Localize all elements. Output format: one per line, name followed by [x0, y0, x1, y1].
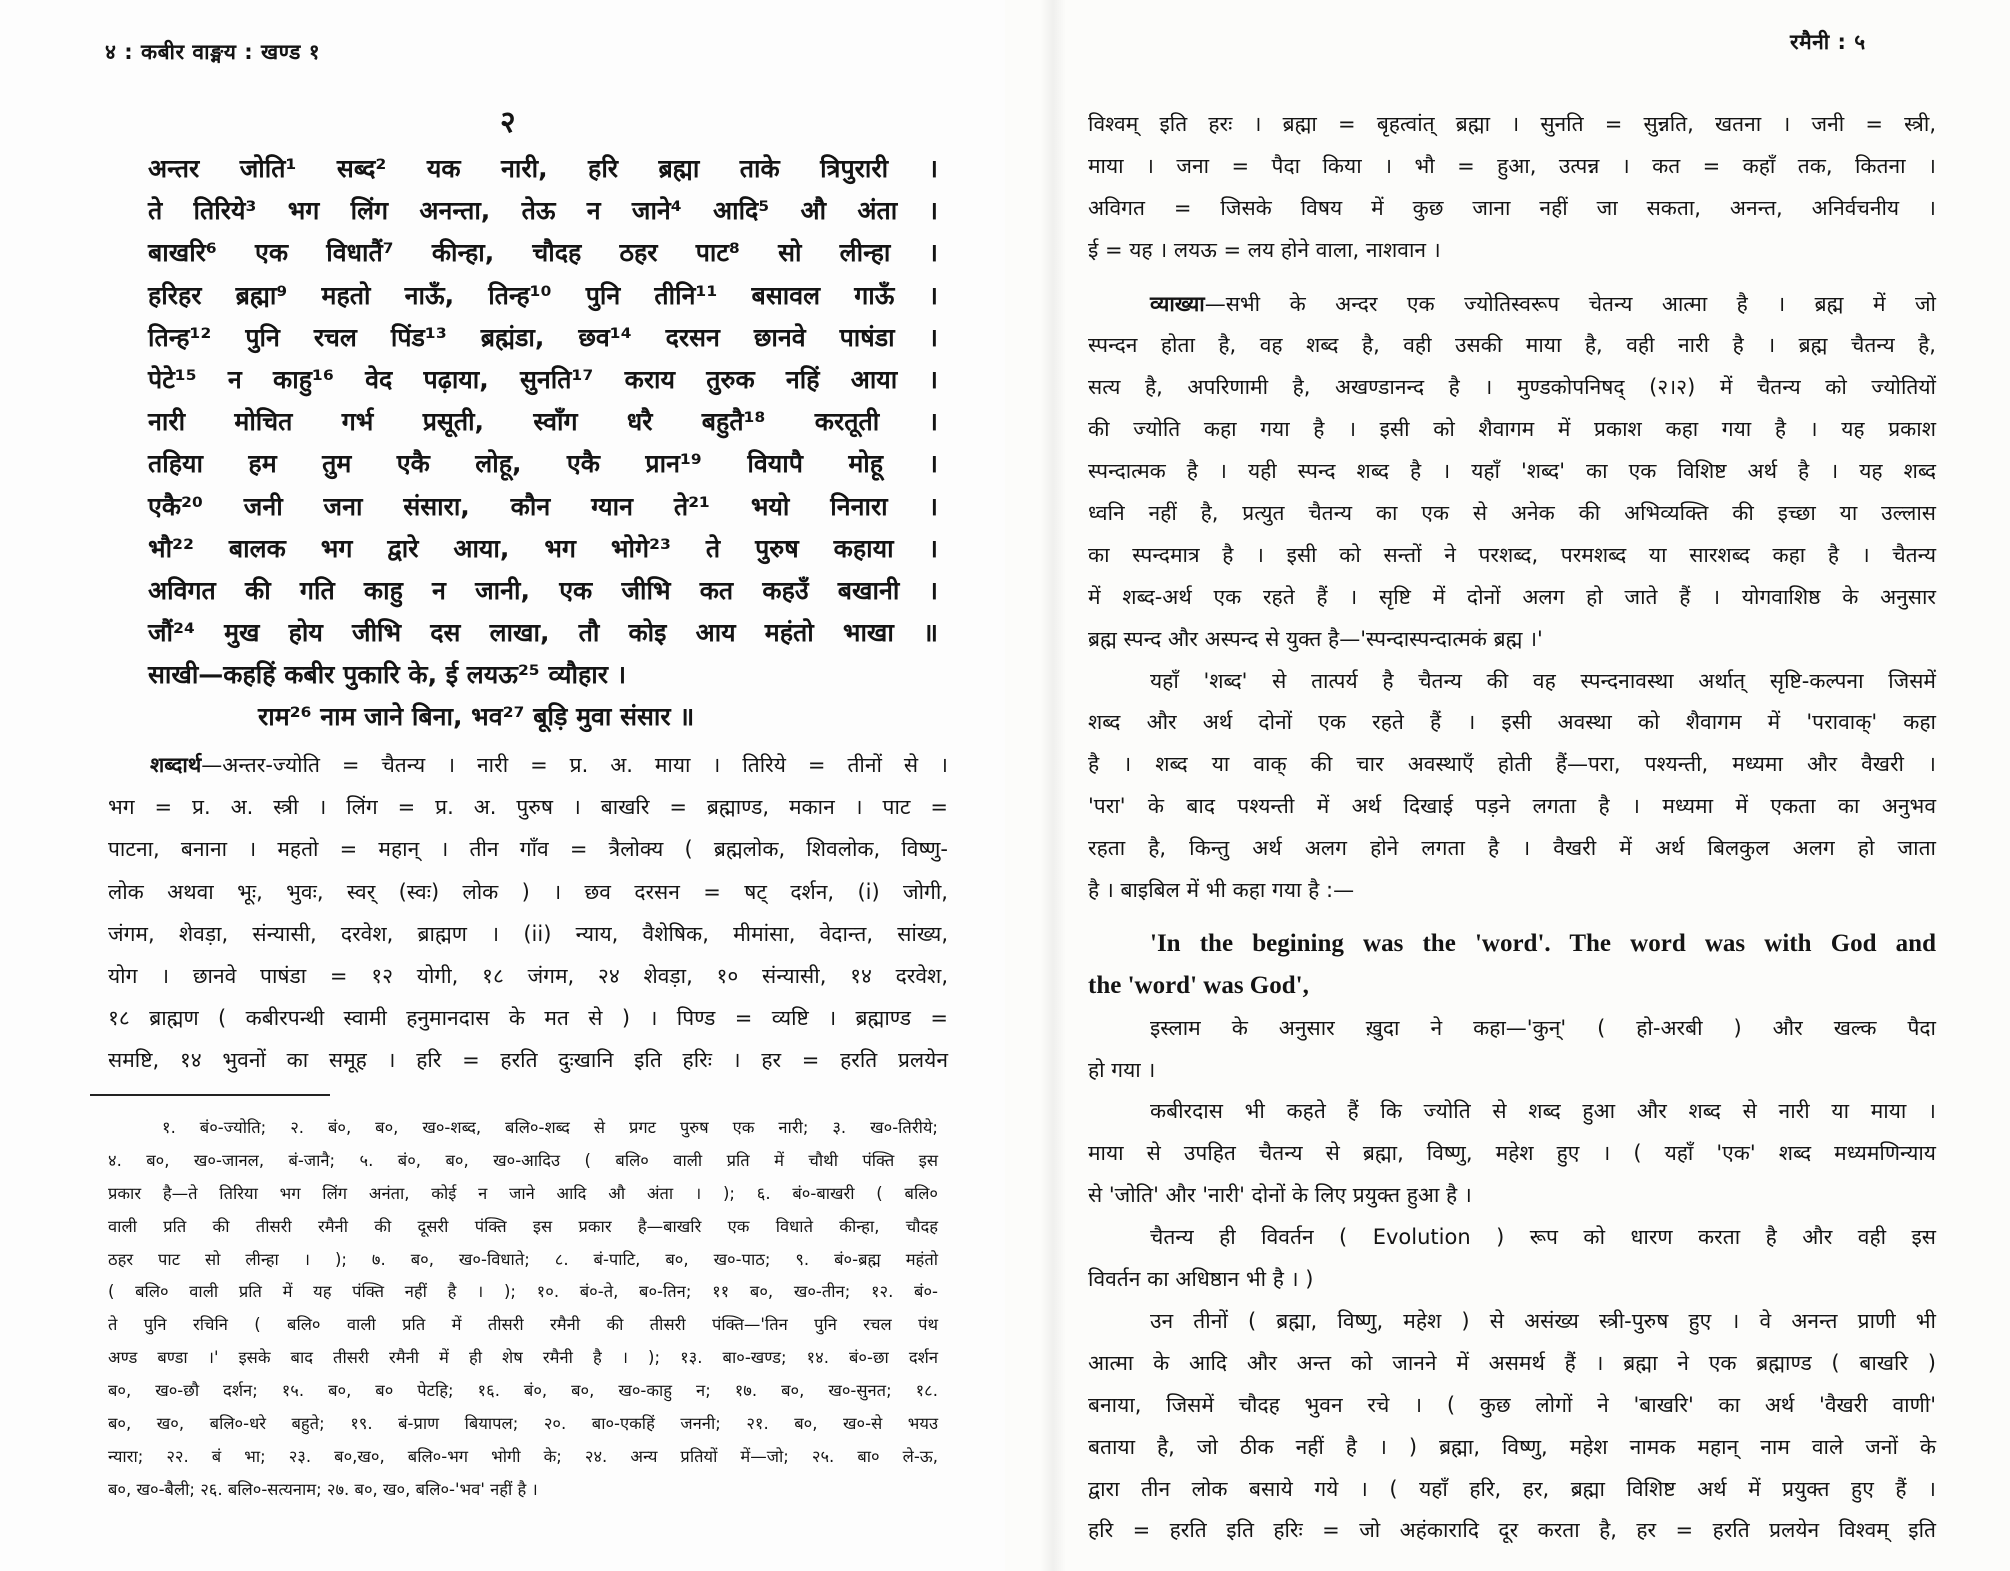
word-meanings: [108, 744, 948, 1082]
verse-line: बाखरि⁶ एक विधातैं⁷ कीन्हा, चौदह ठहर पाट⁸ सो लीन्हा ।: [148, 238, 938, 268]
paragraph-line: चैतन्य ही विवर्तन ( Evolution ) रूप को धारण करता है और वही इस: [1150, 1225, 1936, 1250]
commentary-line: का स्पन्दमात्र है । इसी को सन्तों ने परशब्द, परमशब्द या सारशब्द कहा है । चैतन्य: [1088, 542, 1936, 567]
right-running-head: रमैनी : ५: [1790, 30, 1866, 54]
paragraph-line: है । बाइबिल में भी कहा गया है :—: [1088, 878, 1355, 903]
paragraph-line: माया से उपहित चैतन्य से ब्रह्मा, विष्णु, महेश हुए । ( यहाँ 'एक' शब्द मध्यमणिन्याय: [1088, 1141, 1936, 1166]
commentary-line: ब्रह्म स्पन्द और अस्पन्द से युक्त है—'स्पन्दास्पन्दात्मकं ब्रह्म ।': [1088, 626, 1543, 651]
footnote-divider: [90, 1094, 330, 1096]
commentary-line: स्पन्दात्मक है । यही स्पन्द शब्द है । यहाँ 'शब्द' का एक विशिष्ट अर्थ है । यह शब्द: [1088, 459, 1936, 484]
commentary-line: में शब्द-अर्थ एक रहते हैं । सृष्टि में दोनों अलग हो जाते हैं । योगवाशिष्ठ के अनुसार: [1088, 584, 1936, 609]
paragraph-line: कबीरदास भी कहते हैं कि ज्योति से शब्द हुआ और शब्द से नारी या माया ।: [1150, 1099, 1936, 1124]
footnote-line: न्यारा; २२. बं भा; २३. ब०,ख०, बलि०-भग भोगी के; २४. अन्य प्रतियों में—जो; २५. बा० ले-ऊ,: [108, 1446, 938, 1466]
footnotes: [108, 1112, 938, 1507]
verse-line: तहिया हम तुम एकै लोहू, एकै प्रान¹⁹ वियापै मोहू ।: [148, 449, 938, 479]
paragraph-line: 'परा' के बाद पश्यन्ती में अर्थ दिखाई पड़ने लगता है । मध्यमा में एकता का अनुभव: [1088, 794, 1936, 819]
meaning-line: [108, 744, 948, 786]
paragraph-line: हरि = हरति इति हरिः = जो अहंकारादि दूर करता है, हर = हरति प्रलयेन विश्वम् इति: [1088, 1518, 1936, 1543]
verse-line: अविगत की गति काहु न जानी, एक जीभि कत कहउँ बखानी ।: [148, 575, 938, 605]
footnote-line: अण्ड बण्डा ।' इसके बाद तीसरी रमैनी में ही शेष रमैनी है । ); १३. बा०-खण्ड; १४. बं०-छा दर्शन: [108, 1348, 938, 1368]
meaning-line: विश्वम् इति हरः । ब्रह्मा = बृहत्वांत् ब्रह्मा । सुनति = सुन्नति, खतना । जनी = स्त्री,: [1088, 112, 1936, 136]
footnote-line: १. बं०-ज्योति; २. बं०, ब०, ख०-शब्द, बलि०-शब्द से प्रगट पुरुष एक नारी; ३. ख०-तिरीये;: [162, 1118, 938, 1137]
verse-line: अन्तर जोति¹ सब्द² यक नारी, हरि ब्रह्मा ताके त्रिपुरारी ।: [148, 154, 938, 183]
left-running-head: ४ : कबीर वाङ्मय : खण्ड १: [105, 40, 321, 64]
commentary-heading: व्याख्या: [1150, 291, 1205, 316]
meaning-line: समष्टि, १४ भुवनों का समूह । हरि = हरति दुःखानि इति हरिः । हर = हरति प्रलयेन: [108, 1048, 948, 1073]
meaning-line: पाटना, बनाना । महतो = महान् । तीन गाँव = त्रैलोक्य ( ब्रह्मलोक, शिवलोक, विष्णु-: [108, 837, 948, 862]
bible-quote-line: the 'word' was God',: [1088, 971, 1309, 999]
paragraph-line: बताया है, जो ठीक नहीं है । ) ब्रह्मा, विष्णु, महेश नामक महान् नाम वाले जनों के: [1088, 1434, 1936, 1459]
verse-line: भौ²² बालक भग द्वारे आया, भग भोगे²³ ते पुरुष कहाया ।: [148, 533, 938, 563]
verse-line: ते तिरिये³ भग लिंग अनन्ता, तेऊ न जाने⁴ आदि⁵ औ अंता ।: [148, 196, 938, 226]
paragraph-line: इस्लाम के अनुसार ख़ुदा ने कहा—'कुन्' ( हो-अरबी ) और खल्क पैदा: [1150, 1015, 1936, 1040]
commentary-line: ध्वनि नहीं है, प्रत्युत चैतन्य का एक से अनेक की अभिव्यक्ति की इच्छा या उल्लास: [1088, 501, 1936, 526]
sakhi-line: राम²⁶ नाम जाने बिना, भव²⁷ बूड़ि मुवा संसार ॥: [258, 702, 695, 732]
commentary-line: की ज्योति कहा गया है । इसी को शैवागम में प्रकाश कहा गया है । यह प्रकाश: [1088, 417, 1936, 442]
paragraph-line: रहता है, किन्तु अर्थ अलग होने लगता है । वैखरी में अर्थ बिलकुल अलग हो जाता: [1088, 836, 1936, 861]
paragraph-line: द्वारा तीन लोक बसाये गये । ( यहाँ हरि, हर, ब्रह्मा विशिष्ट अर्थ में प्रयुक्त हुए हैं ।: [1088, 1476, 1936, 1501]
paragraph-line: उन तीनों ( ब्रह्मा, विष्णु, महेश ) से असंख्य स्त्री-पुरुष हुए । वे अनन्त प्राणी भी: [1150, 1308, 1936, 1333]
verse-line: नारी मोचित गर्भ प्रसूती, स्वाँग धरै बहुतै¹⁸ करतूती ।: [148, 407, 938, 437]
meaning-line: योग । छानवे पाषंडा = १२ योगी, १८ जंगम, २४ शेवड़ा, १० संन्यासी, १४ दरवेश,: [108, 963, 948, 988]
footnote-line: ( बलि० वाली प्रति में यह पंक्ति नहीं है । ); १०. बं०-ते, ब०-तिन; ११ ब०, ख०-तीन; १२. बं०-: [108, 1282, 938, 1302]
paragraph-line: आत्मा के आदि और अन्त को जानने में असमर्थ हैं । ब्रह्मा ने एक ब्रह्माण्ड ( बाखरि ): [1088, 1350, 1936, 1375]
meaning-text: —अन्तर-ज्योति = चैतन्य । नारी = प्र. अ. माया । तिरिये = तीनों से ।: [201, 753, 948, 777]
commentary-line: [1088, 283, 1936, 325]
meaning-line: ई = यह । लयऊ = लय होने वाला, नाशवान ।: [1088, 237, 1441, 262]
verse-line: तिन्ह¹² पुनि रचल पिंड¹³ ब्रह्मंडा, छव¹⁴ दरसन छानवे पाषंडा ।: [148, 322, 938, 352]
footnote-line: ठहर पाट सो लीन्हा । ); ७. ब०, ख०-विधाते; ८. बं-पाटि, ब०, ख०-पाठ; ९. बं०-ब्रह्म महंतो: [108, 1249, 938, 1269]
spacer: [1088, 911, 1936, 923]
footnote-line: ब०, ख०-छौ दर्शन; १५. ब०, ब० पेटहि; १६. बं०, ब०, ख०-काहु न; १७. ब०, ख०-सुनत; १८.: [108, 1381, 938, 1401]
meaning-line: भग = प्र. अ. स्त्री । लिंग = प्र. अ. पुरुष । बाखरि = ब्रह्माण्ड, मकान । पाट =: [108, 795, 948, 820]
commentary-line: स्पन्दन होता है, वह शब्द है, वही उसकी माया है, वही नारी है । ब्रह्म चैतन्य है,: [1088, 333, 1936, 358]
verse-line: जौं²⁴ मुख होय जीभि दस लाखा, तौ कोइ आय महंतो भाखा ॥: [148, 618, 938, 648]
paragraph-line: शब्द और अर्थ दोनों एक रहते हैं । इसी अवस्था को शैवागम में 'परावाक्' कहा: [1088, 710, 1936, 735]
sakhi-line: साखी—कहहिं कबीर पुकारि के, ई लयऊ²⁵ व्यौहार ।: [148, 660, 627, 690]
verse-line: पेटे¹⁵ न काहु¹⁶ वेद पढ़ाया, सुनति¹⁷ कराय तुरुक नहिं आया ।: [148, 364, 938, 394]
commentary-line: सत्य है, अपरिणामी है, अखण्डानन्द है । मुण्डकोपनिषद् (२।२) में चैतन्य को ज्योतियों: [1088, 375, 1936, 400]
ramaini-number: २: [500, 105, 516, 140]
footnote-line: ब०, ख०-बैली; २६. बलि०-सत्यनाम; २७. ब०, ख०, बलि०-'भव' नहीं है ।: [108, 1479, 538, 1499]
paragraph-line: हो गया ।: [1088, 1057, 1156, 1082]
right-page-body: [1088, 103, 1936, 1551]
paragraph-line: से 'जोति' और 'नारी' दोनों के लिए प्रयुक्त हुआ है ।: [1088, 1183, 1472, 1208]
bible-quote-line: 'In the begining was the 'word'. The word was with God and: [1150, 929, 1936, 957]
verse-line: एकै²⁰ जनी जना संसारा, कौन ग्यान ते²¹ भयो निनारा ।: [148, 491, 938, 521]
footnote-line: ब०, ख०, बलि०-धरे बहुते; १९. बं-प्राण बियापल; २०. बा०-एकहिं जननी; २१. ब०, ख०-से भयउ: [108, 1414, 938, 1434]
paragraph-line: विवर्तन का अधिष्ठान भी है । ): [1088, 1267, 1314, 1292]
paragraph-line: है । शब्द या वाक् की चार अवस्थाएँ होती हैं—परा, पश्यन्ती, मध्यमा और वैखरी ।: [1088, 752, 1936, 777]
footnote-line: प्रकार है—ते तिरिया भग लिंग अनंता, कोई न जाने आदि औ अंता । ); ६. बं०-बाखरी ( बलि०: [108, 1183, 938, 1203]
page-gutter: [1040, 0, 1066, 1571]
meaning-line: लोक अथवा भूः, भुवः, स्वर् (स्वः) लोक ) । छव दरसन = षट् दर्शन, (i) जोगी,: [108, 879, 948, 904]
verse-line: हरिहर ब्रह्मा⁹ महतो नाऊँ, तिन्ह¹⁰ पुनि तीनि¹¹ बसावल गाऊँ ।: [148, 280, 938, 310]
spacer: [1088, 271, 1936, 283]
meaning-heading: शब्दार्थ: [150, 753, 202, 777]
meaning-line: १८ ब्राह्मण ( कबीरपन्थी स्वामी हनुमानदास के मत से ) । पिण्ड = व्यष्टि । ब्रह्माण्ड =: [108, 1006, 948, 1031]
footnote-line: वाली प्रति की तीसरी रमैनी की दूसरी पंक्ति इस प्रकार है—बाखरि एक विधाते कीन्हा, चौदह: [108, 1216, 938, 1236]
footnote-line: ते पुनि रचिनि ( बलि० वाली प्रति में तीसरी रमैनी की तीसरी पंक्ति—'तिन पुनि रचल पंथ: [108, 1315, 938, 1335]
commentary-text: —सभी के अन्दर एक ज्योतिस्वरूप चेतन्य आत्मा है । ब्रह्म में जो: [1204, 291, 1936, 316]
meaning-line: अविगत = जिसके विषय में कुछ जाना नहीं जा सकता, अनन्त, अनिर्वचनीय ।: [1088, 195, 1936, 220]
meaning-line: माया । जना = पैदा किया । भौ = हुआ, उत्पन्न । कत = कहाँ तक, कितना ।: [1088, 153, 1936, 178]
footnote-line: ४. ब०, ख०-जानल, बं-जानै; ५. बं०, ब०, ख०-आदिउ ( बलि० वाली प्रति में चौथी पंक्ति इस: [108, 1150, 938, 1170]
paragraph-line: बनाया, जिसमें चौदह भुवन रचे । ( कुछ लोगों ने 'बाखरि' का अर्थ 'वैखरी वाणी': [1088, 1392, 1936, 1417]
meaning-line: जंगम, शेवड़ा, संन्यासी, दरवेश, ब्राह्मण । (ii) न्याय, वैशेषिक, मीमांसा, वेदान्त, सांख्य,: [108, 921, 948, 946]
paragraph-line: यहाँ 'शब्द' से तात्पर्य है चैतन्य की वह स्पन्दनावस्था अर्थात् सृष्टि-कल्पना जिसमें: [1150, 668, 1936, 693]
verse-block: [148, 148, 938, 739]
